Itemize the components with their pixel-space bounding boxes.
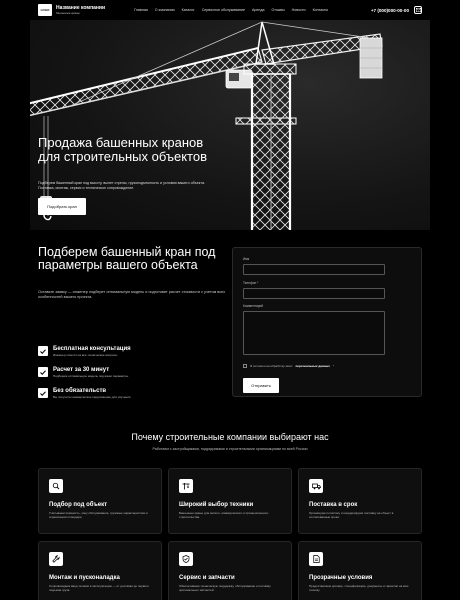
selection-title: Подберем башенный кран под параметры вашего объекта (38, 245, 216, 272)
nav-home[interactable]: Главная (134, 8, 148, 12)
benefit-desc: Инженер ответит на все технические вопросы (53, 353, 118, 357)
truck-icon (309, 479, 323, 493)
benefit-title: Бесплатная консультация (53, 346, 131, 352)
check-icon (38, 367, 48, 377)
search-doc-icon (49, 479, 63, 493)
nav-catalog[interactable]: Каталог (181, 8, 195, 12)
feature-title: Поставка в срок (309, 502, 358, 508)
feature-card (38, 468, 162, 534)
feature-title: Подбор под объект (49, 502, 108, 508)
benefit-desc: Подберем оптимальную модель под ваши параметры (53, 374, 129, 378)
header-phone[interactable]: +7 (000)000-00-00 (370, 7, 409, 13)
feature-card (298, 541, 422, 600)
document-icon (309, 552, 323, 566)
site-header (0, 0, 460, 20)
benefit-item (38, 367, 128, 378)
check-icon (38, 388, 48, 398)
feature-card (168, 541, 292, 600)
check-icon (38, 346, 48, 356)
feature-desc: Предоставляем договор, спецификацию, документы и гарантии на всю технику. (309, 584, 409, 592)
company-subtitle: башенные краны (56, 11, 80, 15)
why-title: Почему строительные компании выбирают нас (131, 432, 329, 442)
shield-icon (179, 552, 193, 566)
logo[interactable]: LOGO (38, 4, 52, 16)
wrench-icon (49, 552, 63, 566)
mail-button[interactable] (414, 6, 422, 14)
main-nav (134, 8, 328, 12)
feature-desc: Башенные краны для жилого, коммерческого и промышленного строительства. (179, 511, 269, 519)
crane-icon (179, 479, 193, 493)
submit-button[interactable]: Отправить (243, 378, 279, 393)
brand (56, 5, 105, 15)
feature-desc: Обеспечиваем техническую поддержку, обслуживание и поставку оригинальных запчастей. (179, 584, 271, 592)
benefit-item (38, 388, 130, 399)
nav-news[interactable]: Новости (291, 8, 306, 12)
phone-label: Телефон * (243, 281, 259, 285)
nav-reviews[interactable]: Отзывы (271, 8, 285, 12)
feature-desc: Учитываем этажность, зону обслуживания, грузовые характеристики и ограничения площадки. (49, 511, 148, 519)
request-form (232, 247, 422, 397)
hero-description: Подберем башенный кран под высоту, вылет стрелы, грузоподъемность и условия вашего объекта. Поставка, монтаж, сервис и техническое сопровождение. (38, 181, 205, 190)
hero-title: Продажа башенных кранов для строительных объектов (38, 135, 207, 164)
consent-link[interactable]: персональных данных (295, 364, 330, 368)
feature-title: Прозрачные условия (309, 575, 373, 581)
name-label: Имя (243, 257, 250, 261)
comment-textarea[interactable] (243, 311, 385, 355)
company-name: Название компании (56, 5, 106, 11)
feature-card (168, 468, 292, 534)
benefit-title: Без обязательств (53, 388, 107, 394)
benefit-desc: Вы получите коммерческое предложение для изучения (53, 395, 131, 399)
consent-star: * (332, 364, 335, 368)
crane-illustration (30, 20, 430, 230)
feature-desc: Организуем логистику и координируем поставку на объект в согласованные сроки. (309, 511, 394, 519)
mail-icon (416, 8, 421, 12)
consent-row (243, 364, 334, 368)
selection-description: Оставьте заявку — инженер подберет оптимальную модель и подготовит расчет стоимости с учетом всех особенностей вашего проекта. (38, 290, 226, 299)
pick-crane-button[interactable]: Подобрать кран (38, 198, 86, 215)
phone-input[interactable] (243, 288, 385, 299)
nav-rent[interactable]: Аренда (252, 8, 265, 12)
hero-banner (30, 20, 430, 230)
benefit-item (38, 346, 131, 357)
feature-title: Монтаж и пусконаладка (49, 575, 120, 581)
feature-desc: Сопровождаем ввод техники в эксплуатацию — от доставки до первого подъема груза. (49, 584, 149, 592)
nav-contacts[interactable]: Контакты (312, 8, 329, 12)
why-subtitle: Работаем с застройщиками, подрядчиками и строительными организациями по всей России (152, 447, 308, 451)
nav-about[interactable]: О компании (154, 8, 175, 12)
feature-card (38, 541, 162, 600)
name-input[interactable] (243, 264, 385, 275)
consent-text: Я согласен на обработку моих (250, 364, 293, 368)
benefit-title: Расчет за 30 минут (53, 367, 110, 373)
nav-service[interactable]: Сервисное обслуживание (201, 8, 245, 12)
feature-card (298, 468, 422, 534)
comment-label: Комментарий (243, 304, 264, 308)
feature-title: Широкий выбор техники (179, 502, 254, 508)
consent-checkbox[interactable] (243, 364, 247, 368)
feature-title: Сервис и запчасти (179, 575, 235, 581)
